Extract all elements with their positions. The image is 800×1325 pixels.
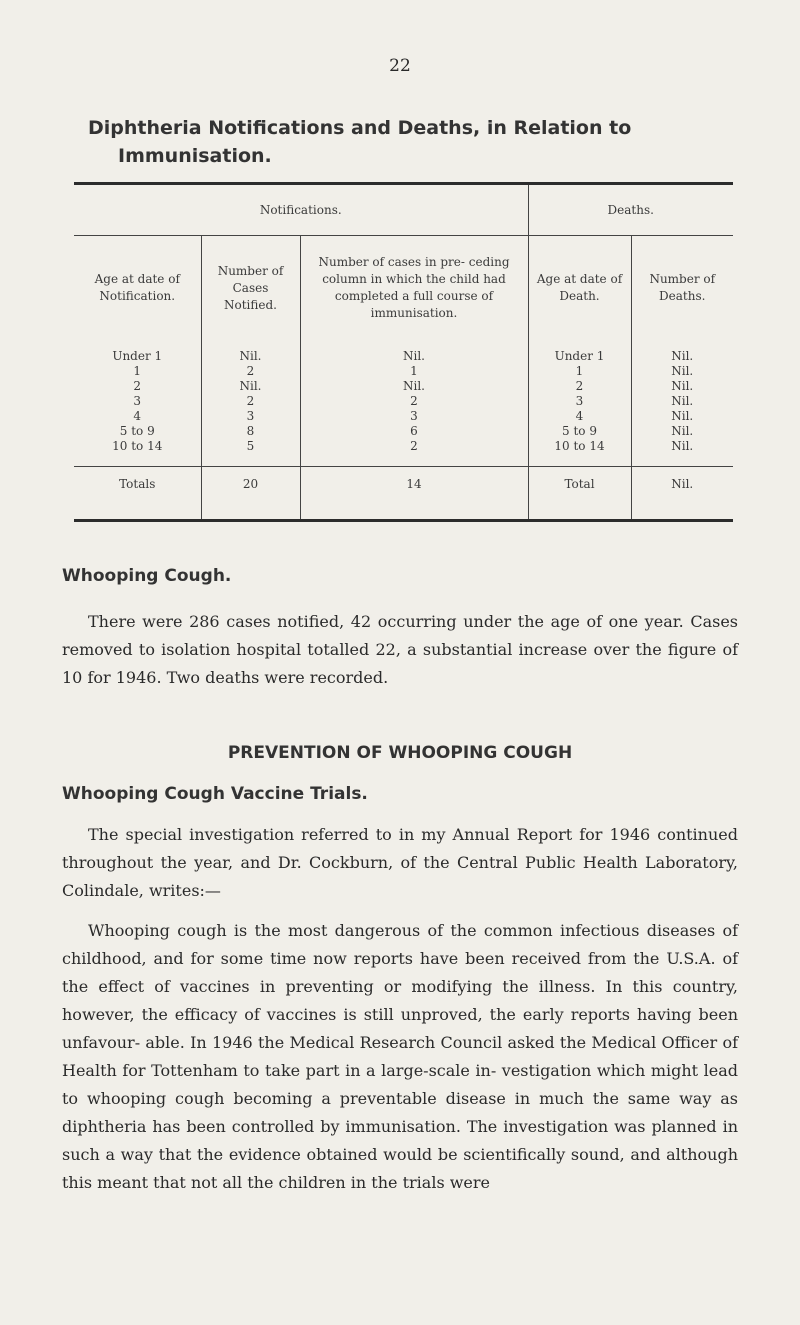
table-cell: Under 1 xyxy=(112,349,163,363)
table-cell: 2 xyxy=(201,364,300,379)
whooping-cough-paragraph: There were 286 cases notified, 42 occurring under the age of one year. Cases removed to isolation hospital totalled 22, a substantial increase over the figure of 10 for 1946. Two deaths were recorded. xyxy=(62,612,738,687)
table-cell: 1 xyxy=(133,364,142,378)
table-cell: Nil. xyxy=(300,379,528,394)
table-cell: 3 xyxy=(201,409,300,424)
whooping-cough-heading: Whooping Cough. xyxy=(62,566,232,586)
column-header: Number of Cases Notified. xyxy=(201,236,300,341)
column-header: Age at date of Death. xyxy=(528,236,631,341)
table-row xyxy=(74,409,733,424)
table-cell: Nil. xyxy=(201,340,300,364)
table-cell: Nil. xyxy=(300,340,528,364)
table-cell: Nil. xyxy=(631,379,733,394)
totals-cell: 20 xyxy=(201,467,300,520)
totals-cell: 14 xyxy=(300,467,528,520)
table-cell: Under 1 xyxy=(528,340,631,364)
table-group-header xyxy=(74,185,733,236)
table-cell: 2 xyxy=(201,394,300,409)
table-cell: 3 xyxy=(300,409,528,424)
table-cell: Nil. xyxy=(201,379,300,394)
table-cell: Nil. xyxy=(631,439,733,467)
totals-cell: Total xyxy=(528,467,631,520)
table-cell: 2 xyxy=(133,379,142,393)
table-totals-row xyxy=(74,467,733,520)
vaccine-trials-heading: Whooping Cough Vaccine Trials. xyxy=(62,784,368,804)
table-cell: 1 xyxy=(528,364,631,379)
table-cell: Nil. xyxy=(631,364,733,379)
table-cell: Nil. xyxy=(631,340,733,364)
table-cell: 10 to 14 xyxy=(112,439,163,453)
table-cell: 3 xyxy=(133,394,142,408)
table-cell: 5 to 9 xyxy=(528,424,631,439)
table-row xyxy=(74,439,733,467)
table-cell: 2 xyxy=(528,379,631,394)
table-cell: 4 xyxy=(528,409,631,424)
table-bottom-rule xyxy=(74,519,733,522)
totals-cell: Nil. xyxy=(631,467,733,520)
totals-cell: Totals xyxy=(74,467,201,520)
table-cell: 2 xyxy=(300,439,528,467)
table-cell: 3 xyxy=(528,394,631,409)
table-row xyxy=(74,364,733,379)
notifications-group-header: Notifications. xyxy=(74,185,528,236)
table-cell: 2 xyxy=(300,394,528,409)
table-row xyxy=(74,379,733,394)
table-row xyxy=(74,394,733,409)
table-cell: 10 to 14 xyxy=(528,439,631,467)
table-cell: 5 to 9 xyxy=(119,424,155,438)
deaths-group-header: Deaths. xyxy=(607,203,654,217)
column-header: Number of Deaths. xyxy=(631,236,733,341)
table-cell: Nil. xyxy=(631,409,733,424)
table-cell: 8 xyxy=(201,424,300,439)
column-header: Age at date of Notification. xyxy=(74,236,201,341)
table-row xyxy=(74,340,733,364)
table-cell: 1 xyxy=(300,364,528,379)
table-cell: Nil. xyxy=(631,394,733,409)
table-cell: Nil. xyxy=(631,424,733,439)
diphtheria-grid xyxy=(74,185,733,519)
table-column-headers xyxy=(74,236,733,341)
page-number: 22 xyxy=(389,56,411,76)
table-cell: 6 xyxy=(300,424,528,439)
prevention-heading: PREVENTION OF WHOOPING COUGH xyxy=(227,743,573,763)
intro-paragraph: The special investigation referred to in my Annual Report for 1946 continued throughout the year, and Dr. Cockburn, of the Central Public Health Laboratory, Colindale, writes:— xyxy=(62,825,738,900)
table-cell: 5 xyxy=(201,439,300,467)
table-cell: 4 xyxy=(133,409,142,423)
diphtheria-table xyxy=(74,182,733,522)
page-title: Diphtheria Notifications and Deaths, in Relation to Immunisation. xyxy=(88,117,632,167)
column-header: Number of cases in pre- ceding column in which the child had completed a full course of immunisation. xyxy=(300,236,528,341)
table-row xyxy=(74,424,733,439)
quoted-paragraph: Whooping cough is the most dangerous of the common infectious diseases of childhood, and for some time now reports have been received from the U.S.A. of the effect of vaccines in preventing or modifying the illness. In this country, however, the efficacy of vaccines is still unproved, the early reports having been unfavour- able. In 1946 the Medical Research Council asked the Medical Officer of Health for Tottenham to take part in a large-scale in- vestigation which might lead to whooping cough becoming a preventable disease in much the same way as diphtheria has been controlled by immunisation. The investigation was planned in such a way that the evidence obtained would be scientifically sound, and although this meant that not all the children in the trials were xyxy=(62,921,738,1192)
